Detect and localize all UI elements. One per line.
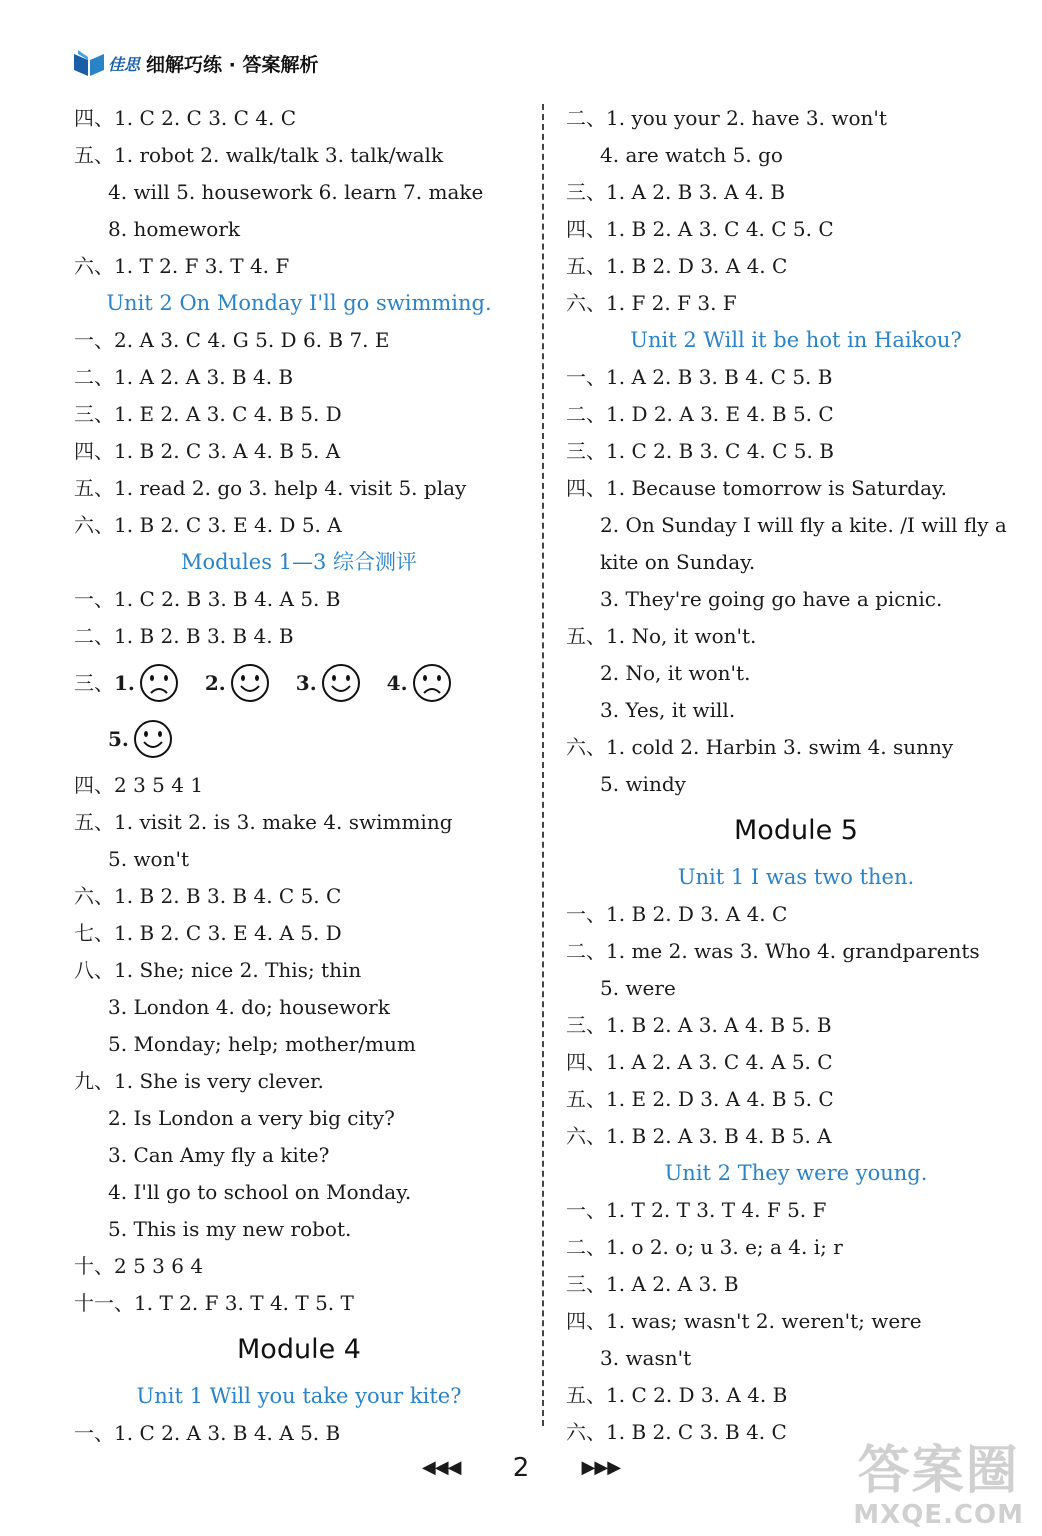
answer-line: 三、1. A 2. B 3. A 4. B <box>566 180 786 204</box>
header-title: 细解巧练 · 答案解析 <box>146 53 319 76</box>
answer-line: 一、1. C 2. A 3. B 4. A 5. B <box>74 1421 341 1445</box>
answer-line: 四、2 3 5 4 1 <box>74 773 204 797</box>
unit-heading: Unit 1 Will you take your kite? <box>136 1384 462 1408</box>
answer-line: 十一、1. T 2. F 3. T 4. T 5. T <box>74 1291 354 1315</box>
smiley-face-icon <box>321 663 361 703</box>
answer-line: 四、1. B 2. A 3. C 4. C 5. C <box>566 217 834 241</box>
answer-line: 二、1. B 2. B 3. B 4. B <box>74 624 294 648</box>
answer-line: 六、1. B 2. C 3. E 4. D 5. A <box>74 513 342 537</box>
answer-line: 一、1. C 2. B 3. B 4. A 5. B <box>74 587 341 611</box>
answer-line: 一、1. B 2. D 3. A 4. C <box>566 902 788 926</box>
face-answer <box>114 655 179 711</box>
answer-number: 2. <box>204 671 226 695</box>
answer-line: 4. are watch 5. go <box>600 143 783 167</box>
module-heading: Module 4 <box>237 1334 361 1365</box>
face-answer <box>296 655 361 711</box>
answer-line: 五、1. E 2. D 3. A 4. B 5. C <box>566 1087 834 1111</box>
face-answer-row <box>74 655 524 711</box>
answer-line: 5. won't <box>108 847 190 871</box>
answer-line: 四、1. was; wasn't 2. weren't; were <box>566 1309 922 1333</box>
answer-line: 5. Monday; help; mother/mum <box>108 1032 416 1056</box>
answer-line: 3. London 4. do; housework <box>108 995 390 1019</box>
answer-line: 3. They're going go have a picnic. <box>600 587 943 611</box>
unit-heading: Unit 2 On Monday I'll go swimming. <box>106 291 492 315</box>
answer-line: 二、1. D 2. A 3. E 4. B 5. C <box>566 402 834 426</box>
answer-line: 四、1. Because tomorrow is Saturday. <box>566 476 948 500</box>
answer-line: 三、1. E 2. A 3. C 4. B 5. D <box>74 402 342 426</box>
answer-line: 2. No, it won't. <box>600 661 751 685</box>
answer-line: 五、1. robot 2. walk/talk 3. talk/walk <box>74 143 444 167</box>
answer-line: 四、1. B 2. C 3. A 4. B 5. A <box>74 439 341 463</box>
page-number: 2 <box>512 1452 530 1483</box>
face-answer <box>108 711 173 767</box>
unit-heading: Modules 1—3 综合测评 <box>180 550 418 574</box>
answer-line: 三、1. B 2. A 3. A 4. B 5. B <box>566 1013 832 1037</box>
answer-line: 六、1. B 2. A 3. B 4. B 5. A <box>566 1124 832 1148</box>
right-column <box>566 100 1026 1451</box>
answer-line: 5. were <box>600 976 676 1000</box>
unit-heading: Unit 2 Will it be hot in Haikou? <box>630 328 962 352</box>
sad-face-icon <box>139 663 179 703</box>
answer-line: 五、1. C 2. D 3. A 4. B <box>566 1383 788 1407</box>
watermark-logo: 答案圈 <box>857 1441 1020 1501</box>
answer-line: 五、1. No, it won't. <box>566 624 757 648</box>
answer-line: 六、1. cold 2. Harbin 3. swim 4. sunny <box>566 735 954 759</box>
answer-line: 3. wasn't <box>600 1346 692 1370</box>
unit-heading: Unit 1 I was two then. <box>677 865 915 889</box>
answer-line: 四、1. A 2. A 3. C 4. A 5. C <box>566 1050 833 1074</box>
section-prefix: 三、 <box>74 671 114 695</box>
answer-line: 四、1. C 2. C 3. C 4. C <box>74 106 297 130</box>
answer-line: 五、1. B 2. D 3. A 4. C <box>566 254 788 278</box>
answer-line: 3. Can Amy fly a kite? <box>108 1143 330 1167</box>
sad-face-icon <box>412 663 452 703</box>
answer-line: 3. Yes, it will. <box>600 698 736 722</box>
face-answer <box>387 655 452 711</box>
watermark <box>853 1442 1024 1530</box>
answer-line: 六、1. T 2. F 3. T 4. F <box>74 254 290 278</box>
answer-line: 一、2. A 3. C 4. G 5. D 6. B 7. E <box>74 328 390 352</box>
left-column <box>74 100 524 1452</box>
answer-line: 十、2 5 3 6 4 <box>74 1254 204 1278</box>
column-divider <box>542 104 544 1426</box>
smiley-face-icon <box>230 663 270 703</box>
unit-heading: Unit 2 They were young. <box>664 1161 928 1185</box>
answer-line: 一、1. A 2. B 3. B 4. C 5. B <box>566 365 833 389</box>
face-answer-row <box>74 711 524 767</box>
answer-line: 二、1. A 2. A 3. B 4. B <box>74 365 294 389</box>
module-heading: Module 5 <box>734 815 858 846</box>
answer-line: 5. This is my new robot. <box>108 1217 352 1241</box>
answer-line: 5. windy <box>600 772 686 796</box>
answer-line: 2. Is London a very big city? <box>108 1106 395 1130</box>
answer-line: 六、1. F 2. F 3. F <box>566 291 737 315</box>
smiley-face-icon <box>133 719 173 759</box>
answer-line: 三、1. C 2. B 3. C 4. C 5. B <box>566 439 834 463</box>
answer-line: 六、1. B 2. B 3. B 4. C 5. C <box>74 884 342 908</box>
answer-line: 二、1. me 2. was 3. Who 4. grandparents <box>566 939 980 963</box>
answer-number: 4. <box>386 671 408 695</box>
next-page-arrows-icon[interactable]: ▶▶▶ <box>581 1457 621 1478</box>
answer-number: 1. <box>114 671 135 695</box>
answer-line: 九、1. She is very clever. <box>74 1069 324 1093</box>
answer-line: 六、1. B 2. C 3. B 4. C <box>566 1420 787 1444</box>
answer-line: 4. I'll go to school on Monday. <box>108 1180 412 1204</box>
answer-line: 2. On Sunday I will fly a kite. /I will fly a <box>600 513 1007 537</box>
answer-line: 8. homework <box>108 217 241 241</box>
answer-number: 3. <box>295 671 317 695</box>
book-logo-icon <box>72 48 106 78</box>
face-answer <box>205 655 270 711</box>
answer-line: 二、1. you your 2. have 3. won't <box>566 106 887 130</box>
answer-line: 五、1. visit 2. is 3. make 4. swimming <box>74 810 453 834</box>
watermark-url: MXQE.COM <box>853 1500 1024 1530</box>
brand-name: 佳思 <box>108 54 141 74</box>
answer-line: 七、1. B 2. C 3. E 4. A 5. D <box>74 921 342 945</box>
answer-line: kite on Sunday. <box>600 550 756 574</box>
prev-page-arrows-icon[interactable]: ◀◀◀ <box>421 1457 461 1478</box>
answer-line: 4. will 5. housework 6. learn 7. make <box>108 180 484 204</box>
answer-line: 一、1. T 2. T 3. T 4. F 5. F <box>566 1198 827 1222</box>
answer-number: 5. <box>108 727 129 751</box>
answer-line: 三、1. A 2. A 3. B <box>566 1272 739 1296</box>
answer-line: 二、1. o 2. o; u 3. e; a 4. i; r <box>566 1235 843 1259</box>
answer-line: 五、1. read 2. go 3. help 4. visit 5. play <box>74 476 467 500</box>
answer-line: 八、1. She; nice 2. This; thin <box>74 958 362 982</box>
page-header <box>72 46 318 80</box>
